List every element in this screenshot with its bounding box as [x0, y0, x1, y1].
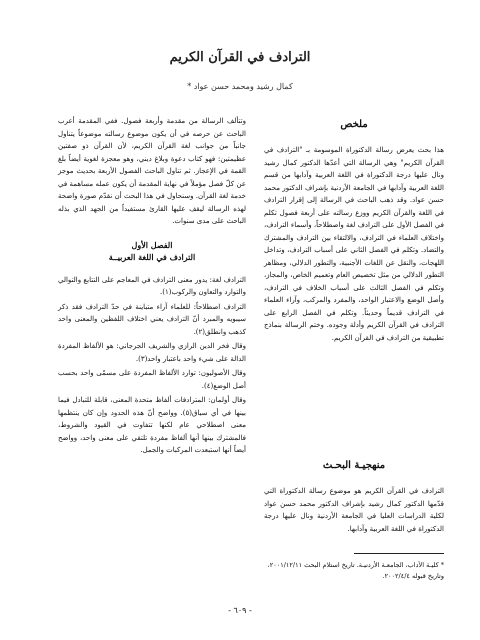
summary-text: هذا بحث يعرض رسالة الدكتوراة الموسومة بـ "الترادف في القرآن الكريم" وهي الرسالة التي أعدّها الدكتور كمال رشيد ونال عليها درجة الدكتوراة في اللغة العربية وآدابها من قسم اللغة العربية وآدابها في الجامعة الأردنية بإشراف الدكتور محمد حسن عواد. وقد ذهب الباحث في الرسالة إلى إقرار الترادف في اللغة والقرآن الكريم ووزع رسالته على أربعة فصول تكلم في الفصل الأول على الترادف لغة واصطلاحاً، وأسماء الترادف، واختلاف العلماء في الترادف، والالتقاء بين الترادف والمشترك والتضاد. وتكلم في الفصل الثاني على أسباب الترادف، وتداخل اللهجات، والنقل عن اللغات الأجنبية، والتطور الدلالي، ومظاهر التطور الدلالي من مثل تخصيص العام وتعميم الخاص، والمجاز، وتكلم في الفصل الثالث على أسباب الخلاف في الترادف، وأصل الوضع والاعتبار الواحد، والمفرد والمركب، وآراء العلماء في الترادف قديماً وحديثاً. وتكلم في الفصل الرابع على الترادف في القرآن الكريم وأدلة وجوده. وختم الرسالة بنماذج تطبيقية من الترادف في القرآن الكريم. [264, 146, 444, 342]
paragraph: الترادف اصطلاحاً: للعلماء آراء متباينة في حدّ الترادف فقد ذكر سيبويه والمبرد أنّ الترادف يعني اختلاف اللفظين والمعنى واحد كذهب وانطلق(٢). [58, 302, 246, 336]
summary-heading: ملخص [340, 119, 368, 130]
research-method-text: الترادف في القرآن الكريم هو موضوع رسالة الدكتوراة التي قدّمها الدكتور كمال رشيد بإشراف الدكتور محمد حسن عواد لكلية الدراسات العليا في الجامعة الأردنية ونال عليها درجة الدكتوراة في اللغة العربية وآدابها. [264, 487, 444, 533]
left-column [58, 115, 246, 459]
footnote-divider [354, 553, 444, 554]
page-number: - ٦٠٩ - [228, 606, 252, 615]
chapter-one-body [58, 274, 246, 457]
chapter-one-heading: الفصل الأول [131, 239, 173, 250]
paragraph: وقال فخر الدين الرازي والشريف الجرجاني: هو الألفاظ المفردة الدالة على شيء واحد باعتبار واحد(٣). [58, 342, 246, 363]
page-title: الترادف في القرآن الكريم [169, 50, 311, 65]
chapter-one-subheading: الترادف في اللغة العربيــة [108, 251, 196, 262]
right-column [264, 115, 444, 582]
paragraph: وقال أولمان: المترادفات ألفاظ متحدة المعنى، قابلة للتبادل فيما بينها في أي سياق(٥). وواضح أنّ هذه الحدود وإن كان ينتظمها معنى اصطلاحي عام لكنها تتفاوت في القيود والشروط، فالمشترك بينها أنها ألفاظ مفردة تلتقي على معنى واحد، وواضح أيضاً أنها استبعدت المركبات والجمل. [58, 396, 246, 454]
intro-paragraph: وتتألف الرسالة من مقدمة وأربعة فصول. ففي المقدمة أعرب الباحث عن حرصه في أن يكون موضوع رسالته موضوعاً يتناول جانباً من جوانب لغة القرآن الكريم، لأن القرآن ذو صفتين عظيمتين: فهو كتاب دعوة وبلاغ ديني، وهو معجزة لغوية أيضاً بلغ القمة في الإعجاز. ثم تناول الباحث الفصول الأربعة بحديث موجز عن كلّ فصل مؤملاً في نهاية المقدمة أن يكون عمله مساهمة في خدمة لغة القرآن. وسنحاول في هذا البحث أن نقدّم صورة واضحة لهذه الرسالة ليقف عليها القارئ مستفيداً من الجهد الذي بذله الباحث على مدى سنوات. [58, 117, 246, 225]
footnote: * كليـة الآداب، الجامعـة الأردنيـة. تاريخ استلام البحث ٢٠٠١/١٢/١١، وتاريخ قبوله ٢٠٠٢/٤/٤. [267, 561, 444, 580]
paragraph: وقال الأصوليون: توارد الألفاظ المفردة على مسمّى واحد بحسب أصل الوضع(٤). [58, 369, 246, 390]
paragraph: الترادف لغة: يدور معنى الترادف في المعاجم على التتابع والتوالي والتوارد والتعاون والركوب(١). [58, 275, 246, 296]
research-method-heading: منهجيـة البحـث [322, 460, 386, 471]
authors-line: كمال رشيد ومحمد حسن عواد * [187, 82, 293, 91]
